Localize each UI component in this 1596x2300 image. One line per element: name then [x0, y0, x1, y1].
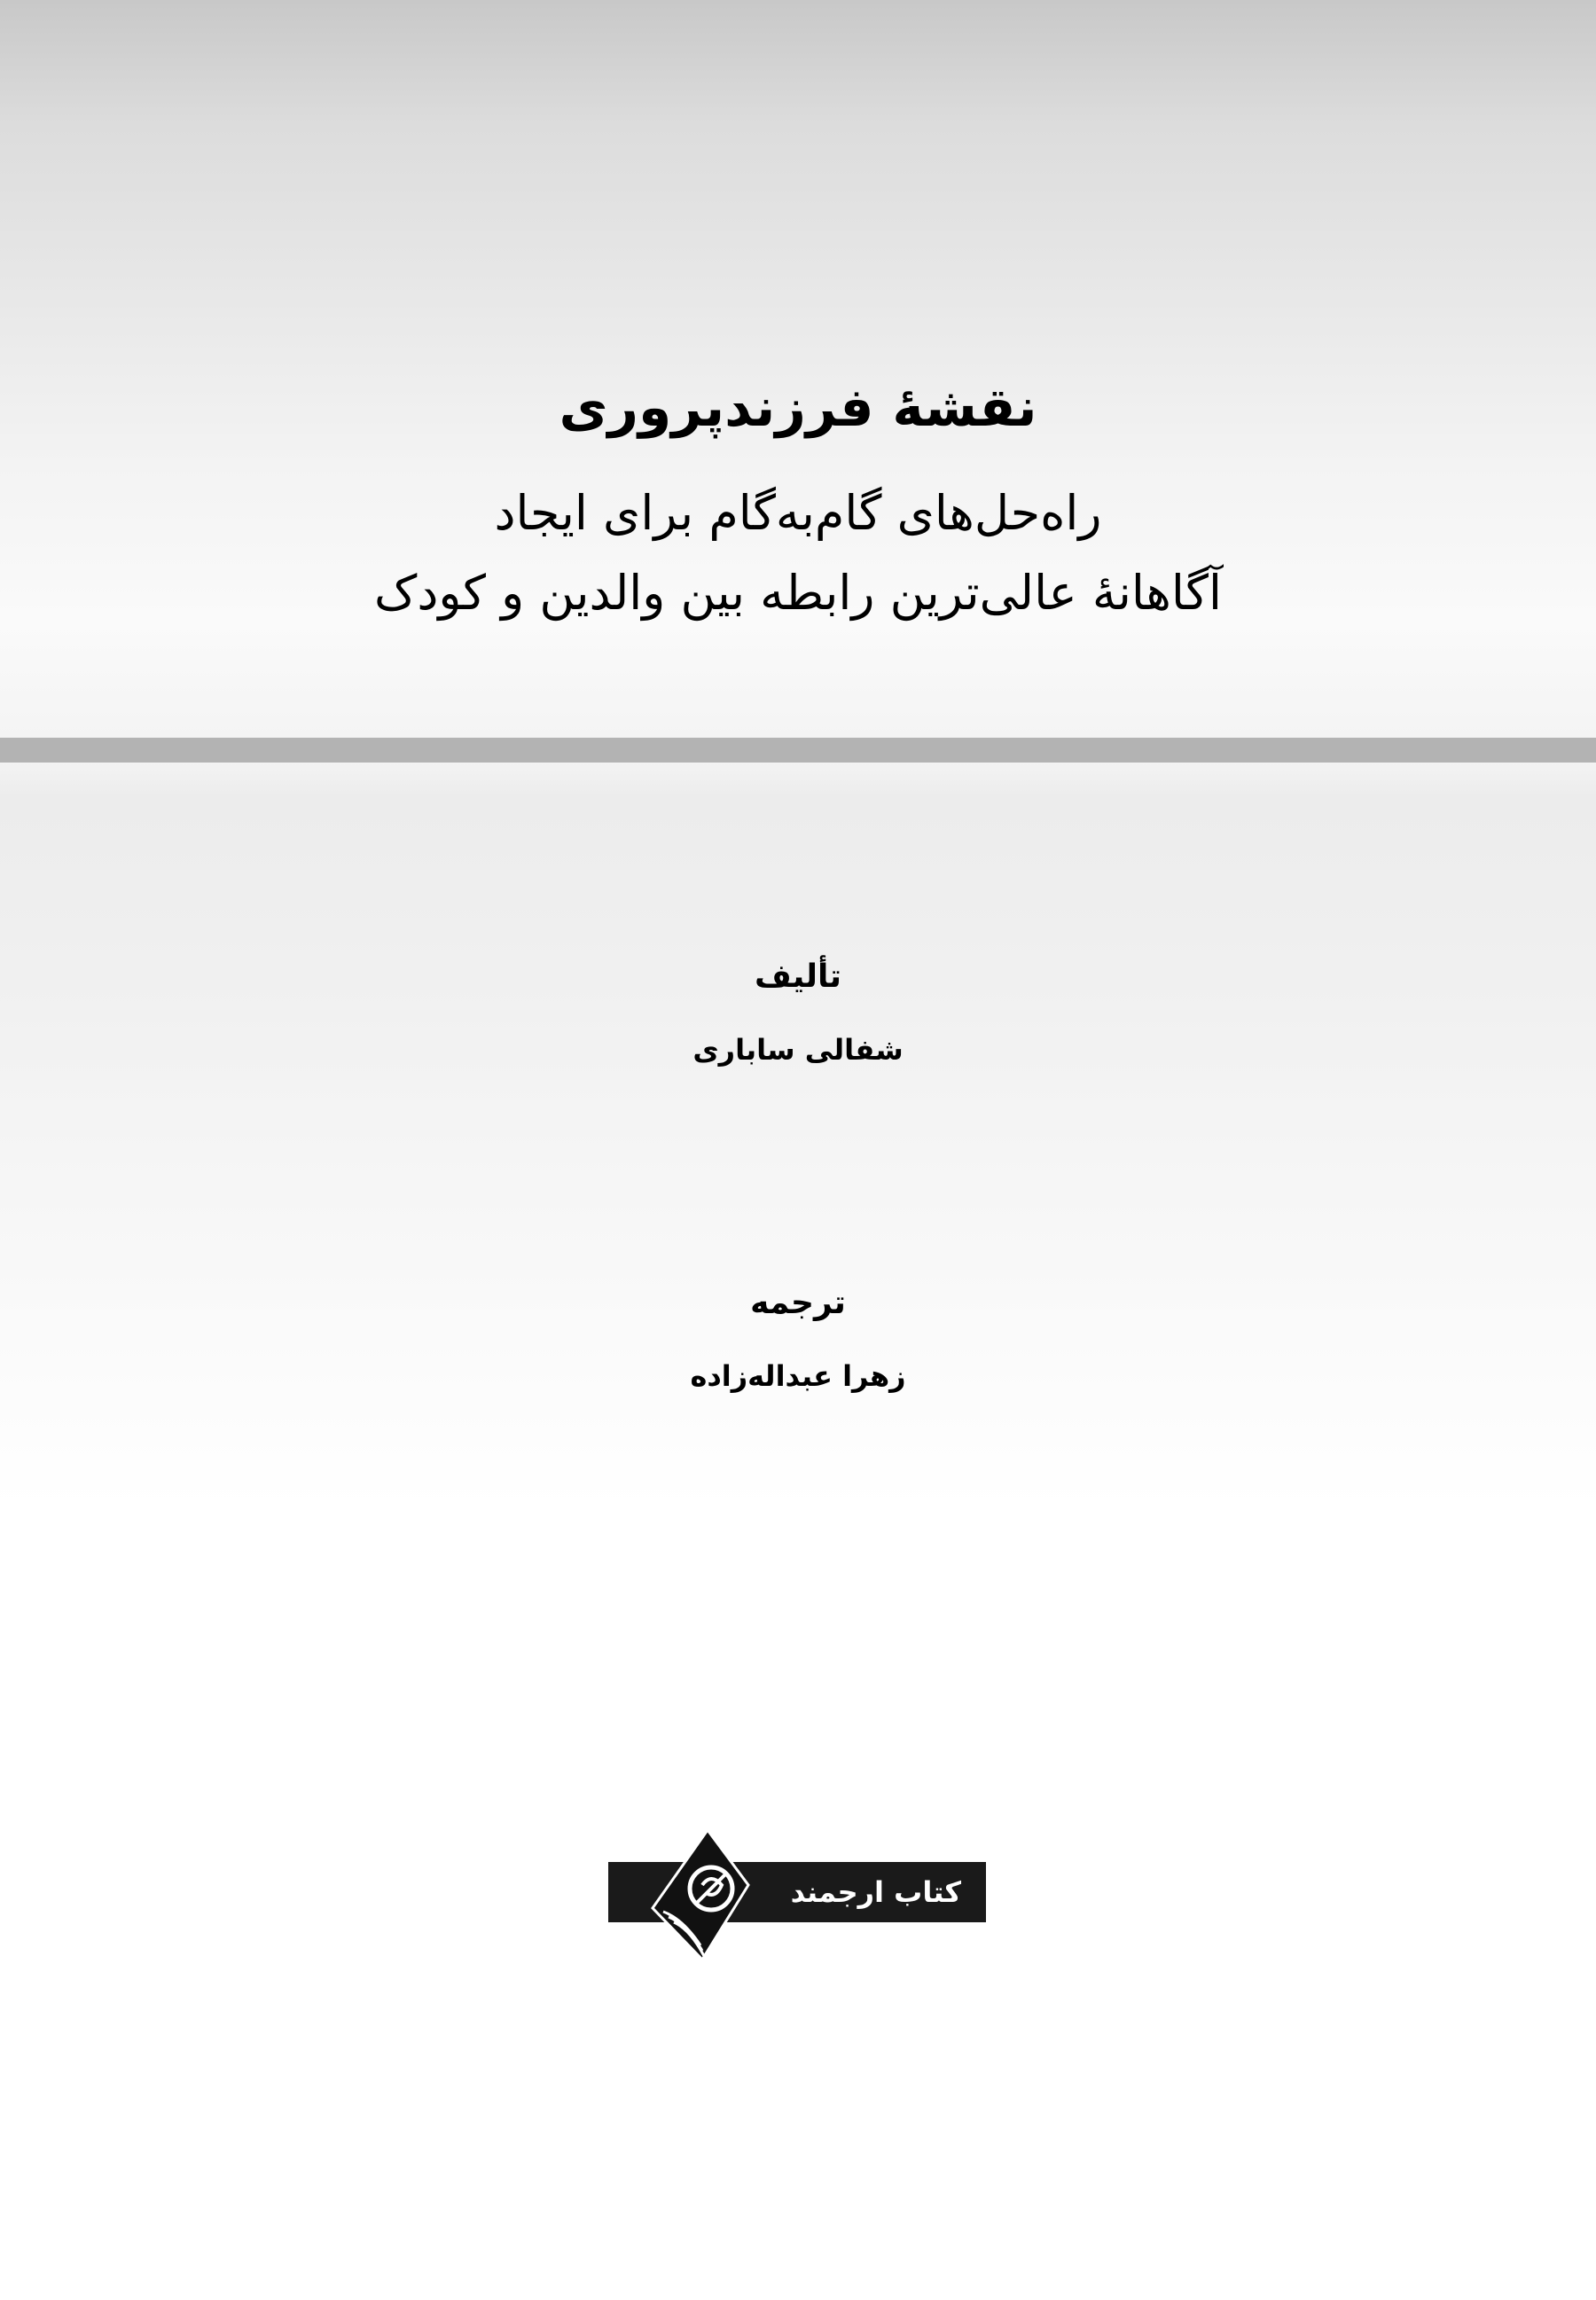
translator-role-label: ترجمه — [750, 1285, 846, 1321]
publisher-logo — [608, 1827, 986, 1961]
publisher-name: کتاب ارجمند — [790, 1875, 961, 1909]
author-credit — [0, 951, 1596, 1076]
author-role-label: تألیف — [754, 958, 842, 995]
translator-credit — [0, 1277, 1596, 1403]
author-name: شفالی ساباری — [692, 1033, 904, 1067]
title-block — [0, 364, 1596, 635]
subtitle-line-2: آگاهانهٔ عالی‌ترین رابطه بین والدین و کودک — [373, 565, 1223, 621]
book-emblem-icon — [645, 1827, 755, 1961]
book-title: نقشهٔ فرزندپروری — [559, 377, 1037, 439]
divider-band — [0, 738, 1596, 763]
subtitle-line-1: راه‌حل‌های گام‌به‌گام برای ایجاد — [494, 485, 1102, 541]
translator-name: زهرا عبداله‌زاده — [690, 1359, 906, 1393]
